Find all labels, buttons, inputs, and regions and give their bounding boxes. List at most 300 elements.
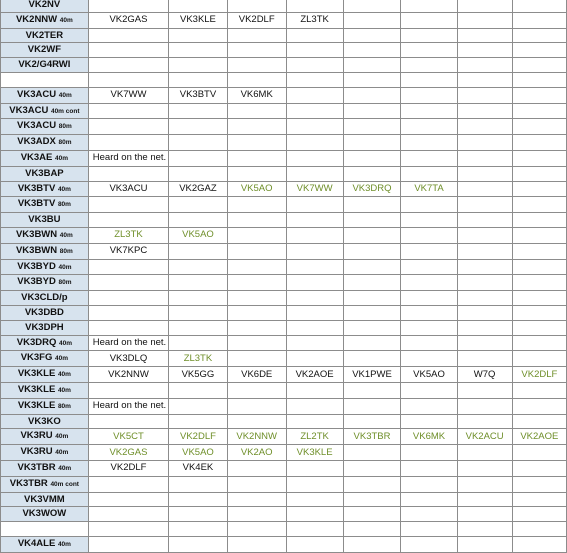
empty-cell[interactable] — [88, 119, 168, 135]
contact-cell[interactable]: VK5AO — [401, 367, 457, 383]
empty-cell[interactable] — [512, 119, 566, 135]
empty-cell[interactable] — [401, 103, 457, 119]
empty-cell[interactable] — [227, 320, 286, 335]
empty-cell[interactable] — [343, 398, 401, 414]
empty-cell[interactable] — [227, 0, 286, 12]
empty-cell[interactable] — [512, 305, 566, 320]
empty-cell[interactable] — [343, 492, 401, 507]
empty-cell[interactable] — [401, 507, 457, 522]
callsign-cell[interactable] — [1, 335, 89, 351]
empty-cell[interactable] — [401, 275, 457, 291]
empty-cell[interactable] — [512, 0, 566, 12]
empty-cell[interactable] — [88, 492, 168, 507]
contact-cell[interactable]: VK2GAZ — [169, 181, 228, 197]
empty-cell[interactable] — [286, 28, 343, 43]
empty-cell[interactable] — [457, 28, 512, 43]
empty-cell[interactable] — [512, 58, 566, 73]
contact-cell[interactable]: VK5AO — [227, 181, 286, 197]
contact-cell[interactable]: VK4EK — [169, 460, 228, 476]
empty-cell[interactable] — [401, 291, 457, 306]
callsign-cell[interactable] — [1, 351, 89, 367]
empty-cell[interactable] — [286, 103, 343, 119]
empty-cell[interactable] — [88, 72, 168, 87]
empty-cell[interactable] — [286, 305, 343, 320]
contact-cell[interactable]: VK3ACU — [88, 181, 168, 197]
empty-cell[interactable] — [512, 12, 566, 28]
callsign-cell[interactable] — [1, 492, 89, 507]
contact-cell[interactable]: VK2DLF — [88, 460, 168, 476]
empty-cell[interactable] — [401, 536, 457, 552]
empty-cell[interactable] — [286, 351, 343, 367]
empty-cell[interactable] — [169, 536, 228, 552]
empty-cell[interactable] — [512, 243, 566, 259]
empty-cell[interactable] — [512, 197, 566, 213]
empty-cell[interactable] — [401, 382, 457, 398]
callsign-cell[interactable] — [1, 382, 89, 398]
empty-cell[interactable] — [169, 28, 228, 43]
empty-cell[interactable] — [343, 12, 401, 28]
empty-cell[interactable] — [457, 259, 512, 275]
empty-cell[interactable] — [286, 87, 343, 103]
empty-cell[interactable] — [512, 351, 566, 367]
empty-cell[interactable] — [227, 166, 286, 181]
contact-cell[interactable]: VK3KLE — [286, 445, 343, 461]
empty-cell[interactable] — [401, 58, 457, 73]
empty-cell[interactable] — [88, 58, 168, 73]
empty-cell[interactable] — [512, 259, 566, 275]
empty-cell[interactable] — [343, 351, 401, 367]
empty-cell[interactable] — [512, 181, 566, 197]
contact-cell[interactable]: VK3KLE — [169, 12, 228, 28]
callsign-cell[interactable] — [1, 320, 89, 335]
empty-cell[interactable] — [227, 150, 286, 166]
empty-cell[interactable] — [88, 507, 168, 522]
callsign-cell[interactable] — [1, 227, 89, 243]
empty-cell[interactable] — [286, 166, 343, 181]
empty-cell[interactable] — [457, 335, 512, 351]
empty-cell[interactable] — [401, 87, 457, 103]
empty-cell[interactable] — [401, 305, 457, 320]
empty-cell[interactable] — [457, 58, 512, 73]
callsign-cell[interactable] — [1, 476, 89, 492]
empty-cell[interactable] — [286, 460, 343, 476]
empty-cell[interactable] — [457, 135, 512, 151]
empty-cell[interactable] — [401, 28, 457, 43]
empty-cell[interactable] — [457, 460, 512, 476]
contact-cell[interactable]: VK3DRQ — [343, 181, 401, 197]
contact-cell[interactable]: VK5AO — [169, 445, 228, 461]
empty-cell[interactable] — [401, 72, 457, 87]
empty-cell[interactable] — [169, 414, 228, 429]
empty-cell[interactable] — [343, 305, 401, 320]
empty-cell[interactable] — [286, 398, 343, 414]
contact-cell[interactable]: VK2ACU — [457, 429, 512, 445]
empty-cell[interactable] — [343, 227, 401, 243]
empty-cell[interactable] — [343, 28, 401, 43]
empty-cell[interactable] — [401, 492, 457, 507]
callsign-cell[interactable] — [1, 87, 89, 103]
empty-cell[interactable] — [343, 58, 401, 73]
callsign-cell[interactable] — [1, 43, 89, 58]
empty-cell[interactable] — [88, 536, 168, 552]
callsign-cell[interactable] — [1, 28, 89, 43]
empty-cell[interactable] — [512, 476, 566, 492]
empty-cell[interactable] — [169, 197, 228, 213]
empty-cell[interactable] — [227, 197, 286, 213]
contact-cell[interactable]: VK3TBR — [343, 429, 401, 445]
contact-cell[interactable]: ZL3TK — [88, 227, 168, 243]
empty-cell[interactable] — [343, 536, 401, 552]
empty-cell[interactable] — [286, 291, 343, 306]
contact-cell[interactable]: VK1PWE — [343, 367, 401, 383]
empty-cell[interactable] — [401, 12, 457, 28]
callsign-cell[interactable] — [1, 103, 89, 119]
note-cell[interactable]: Heard on the net. — [88, 398, 168, 414]
contact-cell[interactable]: VK2NNW — [227, 429, 286, 445]
empty-cell[interactable] — [457, 166, 512, 181]
empty-cell[interactable] — [512, 291, 566, 306]
empty-cell[interactable] — [169, 72, 228, 87]
empty-cell[interactable] — [401, 522, 457, 537]
empty-cell[interactable] — [286, 275, 343, 291]
callsign-cell[interactable] — [1, 507, 89, 522]
empty-cell[interactable] — [88, 259, 168, 275]
empty-cell[interactable] — [227, 135, 286, 151]
empty-cell[interactable] — [169, 119, 228, 135]
empty-cell[interactable] — [343, 213, 401, 228]
empty-cell[interactable] — [169, 213, 228, 228]
empty-cell[interactable] — [512, 103, 566, 119]
empty-cell[interactable] — [286, 414, 343, 429]
empty-cell[interactable] — [401, 351, 457, 367]
empty-cell[interactable] — [512, 28, 566, 43]
callsign-cell[interactable] — [1, 197, 89, 213]
empty-cell[interactable] — [512, 72, 566, 87]
empty-cell[interactable] — [169, 507, 228, 522]
empty-cell[interactable] — [512, 150, 566, 166]
callsign-cell[interactable] — [1, 166, 89, 181]
empty-cell[interactable] — [227, 476, 286, 492]
empty-cell[interactable] — [286, 536, 343, 552]
empty-cell[interactable] — [227, 43, 286, 58]
callsign-cell[interactable] — [1, 305, 89, 320]
contact-cell[interactable]: VK2DLF — [169, 429, 228, 445]
empty-cell[interactable] — [512, 135, 566, 151]
empty-cell[interactable] — [227, 492, 286, 507]
empty-cell[interactable] — [343, 243, 401, 259]
callsign-cell[interactable] — [1, 398, 89, 414]
empty-cell[interactable] — [457, 43, 512, 58]
contact-cell[interactable]: VK2AOE — [286, 367, 343, 383]
empty-cell[interactable] — [227, 291, 286, 306]
empty-cell[interactable] — [512, 43, 566, 58]
contact-cell[interactable]: VK3DLQ — [88, 351, 168, 367]
callsign-cell[interactable] — [1, 0, 89, 12]
contact-cell[interactable]: VK6MK — [401, 429, 457, 445]
empty-cell[interactable] — [286, 243, 343, 259]
empty-cell[interactable] — [227, 522, 286, 537]
empty-cell[interactable] — [169, 135, 228, 151]
empty-cell[interactable] — [227, 335, 286, 351]
contact-cell[interactable]: VK7TA — [401, 181, 457, 197]
callsign-cell[interactable] — [1, 259, 89, 275]
empty-cell[interactable] — [88, 43, 168, 58]
empty-cell[interactable] — [512, 320, 566, 335]
empty-cell[interactable] — [343, 320, 401, 335]
empty-cell[interactable] — [88, 166, 168, 181]
empty-cell[interactable] — [457, 275, 512, 291]
empty-cell[interactable] — [88, 291, 168, 306]
empty-cell[interactable] — [88, 414, 168, 429]
contact-cell[interactable]: VK3BTV — [169, 87, 228, 103]
empty-cell[interactable] — [169, 291, 228, 306]
empty-cell[interactable] — [512, 536, 566, 552]
empty-cell[interactable] — [286, 119, 343, 135]
empty-cell[interactable] — [227, 351, 286, 367]
empty-cell[interactable] — [88, 213, 168, 228]
contact-cell[interactable]: VK6MK — [227, 87, 286, 103]
callsign-cell[interactable] — [1, 119, 89, 135]
empty-cell[interactable] — [88, 275, 168, 291]
empty-cell[interactable] — [343, 119, 401, 135]
contact-cell[interactable]: VK5GG — [169, 367, 228, 383]
empty-cell[interactable] — [343, 166, 401, 181]
empty-cell[interactable] — [169, 492, 228, 507]
empty-cell[interactable] — [343, 87, 401, 103]
empty-cell[interactable] — [512, 492, 566, 507]
empty-cell[interactable] — [457, 445, 512, 461]
empty-cell[interactable] — [169, 0, 228, 12]
empty-cell[interactable] — [343, 259, 401, 275]
empty-cell[interactable] — [457, 87, 512, 103]
empty-cell[interactable] — [343, 150, 401, 166]
contact-cell[interactable]: ZL3TK — [169, 351, 228, 367]
empty-cell[interactable] — [286, 259, 343, 275]
empty-cell[interactable] — [343, 445, 401, 461]
empty-cell[interactable] — [227, 243, 286, 259]
contact-cell[interactable]: VK6DE — [227, 367, 286, 383]
empty-cell[interactable] — [1, 72, 89, 87]
empty-cell[interactable] — [286, 227, 343, 243]
empty-cell[interactable] — [457, 103, 512, 119]
note-cell[interactable]: Heard on the net. — [88, 335, 168, 351]
empty-cell[interactable] — [169, 476, 228, 492]
empty-cell[interactable] — [343, 197, 401, 213]
empty-cell[interactable] — [88, 476, 168, 492]
empty-cell[interactable] — [457, 382, 512, 398]
contact-cell[interactable]: VK2GAS — [88, 12, 168, 28]
contact-cell[interactable]: VK2AOE — [512, 429, 566, 445]
empty-cell[interactable] — [457, 243, 512, 259]
empty-cell[interactable] — [227, 72, 286, 87]
empty-cell[interactable] — [343, 335, 401, 351]
empty-cell[interactable] — [227, 414, 286, 429]
empty-cell[interactable] — [286, 135, 343, 151]
empty-cell[interactable] — [401, 243, 457, 259]
empty-cell[interactable] — [227, 398, 286, 414]
empty-cell[interactable] — [401, 135, 457, 151]
callsign-cell[interactable] — [1, 181, 89, 197]
empty-cell[interactable] — [227, 227, 286, 243]
callsign-cell[interactable] — [1, 291, 89, 306]
empty-cell[interactable] — [457, 507, 512, 522]
empty-cell[interactable] — [169, 320, 228, 335]
empty-cell[interactable] — [169, 58, 228, 73]
empty-cell[interactable] — [169, 305, 228, 320]
empty-cell[interactable] — [88, 320, 168, 335]
empty-cell[interactable] — [457, 351, 512, 367]
callsign-cell[interactable] — [1, 460, 89, 476]
callsign-cell[interactable] — [1, 414, 89, 429]
empty-cell[interactable] — [286, 197, 343, 213]
empty-cell[interactable] — [286, 382, 343, 398]
empty-cell[interactable] — [457, 213, 512, 228]
empty-cell[interactable] — [401, 320, 457, 335]
empty-cell[interactable] — [286, 0, 343, 12]
contact-cell[interactable]: VK5CT — [88, 429, 168, 445]
empty-cell[interactable] — [169, 103, 228, 119]
empty-cell[interactable] — [88, 522, 168, 537]
empty-cell[interactable] — [457, 181, 512, 197]
empty-cell[interactable] — [512, 87, 566, 103]
empty-cell[interactable] — [512, 398, 566, 414]
contact-cell[interactable]: VK2AO — [227, 445, 286, 461]
empty-cell[interactable] — [401, 414, 457, 429]
empty-cell[interactable] — [286, 213, 343, 228]
empty-cell[interactable] — [88, 103, 168, 119]
empty-cell[interactable] — [286, 58, 343, 73]
empty-cell[interactable] — [343, 382, 401, 398]
empty-cell[interactable] — [457, 72, 512, 87]
empty-cell[interactable] — [401, 197, 457, 213]
empty-cell[interactable] — [169, 382, 228, 398]
callsign-cell[interactable] — [1, 12, 89, 28]
empty-cell[interactable] — [227, 58, 286, 73]
empty-cell[interactable] — [169, 243, 228, 259]
empty-cell[interactable] — [512, 166, 566, 181]
callsign-cell[interactable] — [1, 367, 89, 383]
empty-cell[interactable] — [512, 414, 566, 429]
empty-cell[interactable] — [401, 227, 457, 243]
empty-cell[interactable] — [512, 227, 566, 243]
contact-cell[interactable]: W7Q — [457, 367, 512, 383]
empty-cell[interactable] — [343, 522, 401, 537]
empty-cell[interactable] — [512, 213, 566, 228]
empty-cell[interactable] — [88, 382, 168, 398]
empty-cell[interactable] — [401, 166, 457, 181]
contact-cell[interactable]: VK2DLF — [512, 367, 566, 383]
empty-cell[interactable] — [457, 320, 512, 335]
empty-cell[interactable] — [343, 72, 401, 87]
empty-cell[interactable] — [401, 398, 457, 414]
empty-cell[interactable] — [286, 335, 343, 351]
empty-cell[interactable] — [227, 213, 286, 228]
empty-cell[interactable] — [286, 320, 343, 335]
empty-cell[interactable] — [512, 460, 566, 476]
empty-cell[interactable] — [343, 275, 401, 291]
empty-cell[interactable] — [457, 150, 512, 166]
empty-cell[interactable] — [286, 150, 343, 166]
empty-cell[interactable] — [286, 476, 343, 492]
empty-cell[interactable] — [343, 103, 401, 119]
empty-cell[interactable] — [401, 43, 457, 58]
callsign-cell[interactable] — [1, 243, 89, 259]
empty-cell[interactable] — [401, 119, 457, 135]
empty-cell[interactable] — [401, 259, 457, 275]
empty-cell[interactable] — [169, 259, 228, 275]
empty-cell[interactable] — [457, 119, 512, 135]
contact-cell[interactable]: VK2DLF — [227, 12, 286, 28]
empty-cell[interactable] — [227, 536, 286, 552]
empty-cell[interactable] — [401, 150, 457, 166]
callsign-cell[interactable] — [1, 150, 89, 166]
empty-cell[interactable] — [169, 275, 228, 291]
callsign-cell[interactable] — [1, 445, 89, 461]
empty-cell[interactable] — [512, 507, 566, 522]
empty-cell[interactable] — [88, 28, 168, 43]
callsign-cell[interactable] — [1, 213, 89, 228]
contact-cell[interactable]: VK5AO — [169, 227, 228, 243]
contact-cell[interactable]: ZL2TK — [286, 429, 343, 445]
empty-cell[interactable] — [88, 0, 168, 12]
contact-cell[interactable]: VK7KPC — [88, 243, 168, 259]
empty-cell[interactable] — [457, 0, 512, 12]
empty-cell[interactable] — [169, 43, 228, 58]
empty-cell[interactable] — [343, 476, 401, 492]
empty-cell[interactable] — [227, 382, 286, 398]
empty-cell[interactable] — [457, 305, 512, 320]
empty-cell[interactable] — [286, 492, 343, 507]
empty-cell[interactable] — [343, 291, 401, 306]
empty-cell[interactable] — [343, 0, 401, 12]
callsign-cell[interactable] — [1, 58, 89, 73]
empty-cell[interactable] — [88, 305, 168, 320]
empty-cell[interactable] — [88, 135, 168, 151]
empty-cell[interactable] — [512, 275, 566, 291]
callsign-cell[interactable] — [1, 536, 89, 552]
callsign-cell[interactable] — [1, 429, 89, 445]
empty-cell[interactable] — [401, 445, 457, 461]
empty-cell[interactable] — [227, 28, 286, 43]
empty-cell[interactable] — [457, 414, 512, 429]
empty-cell[interactable] — [88, 197, 168, 213]
contact-cell[interactable]: VK2NNW — [88, 367, 168, 383]
empty-cell[interactable] — [512, 522, 566, 537]
empty-cell[interactable] — [343, 414, 401, 429]
empty-cell[interactable] — [401, 0, 457, 12]
empty-cell[interactable] — [169, 150, 228, 166]
callsign-cell[interactable] — [1, 135, 89, 151]
empty-cell[interactable] — [169, 335, 228, 351]
empty-cell[interactable] — [286, 72, 343, 87]
empty-cell[interactable] — [512, 335, 566, 351]
empty-cell[interactable] — [401, 335, 457, 351]
contact-cell[interactable]: ZL3TK — [286, 12, 343, 28]
empty-cell[interactable] — [1, 522, 89, 537]
empty-cell[interactable] — [457, 476, 512, 492]
empty-cell[interactable] — [457, 291, 512, 306]
empty-cell[interactable] — [227, 259, 286, 275]
empty-cell[interactable] — [227, 460, 286, 476]
empty-cell[interactable] — [512, 382, 566, 398]
empty-cell[interactable] — [286, 507, 343, 522]
empty-cell[interactable] — [169, 166, 228, 181]
empty-cell[interactable] — [343, 43, 401, 58]
empty-cell[interactable] — [169, 398, 228, 414]
empty-cell[interactable] — [286, 522, 343, 537]
empty-cell[interactable] — [343, 135, 401, 151]
empty-cell[interactable] — [457, 12, 512, 28]
